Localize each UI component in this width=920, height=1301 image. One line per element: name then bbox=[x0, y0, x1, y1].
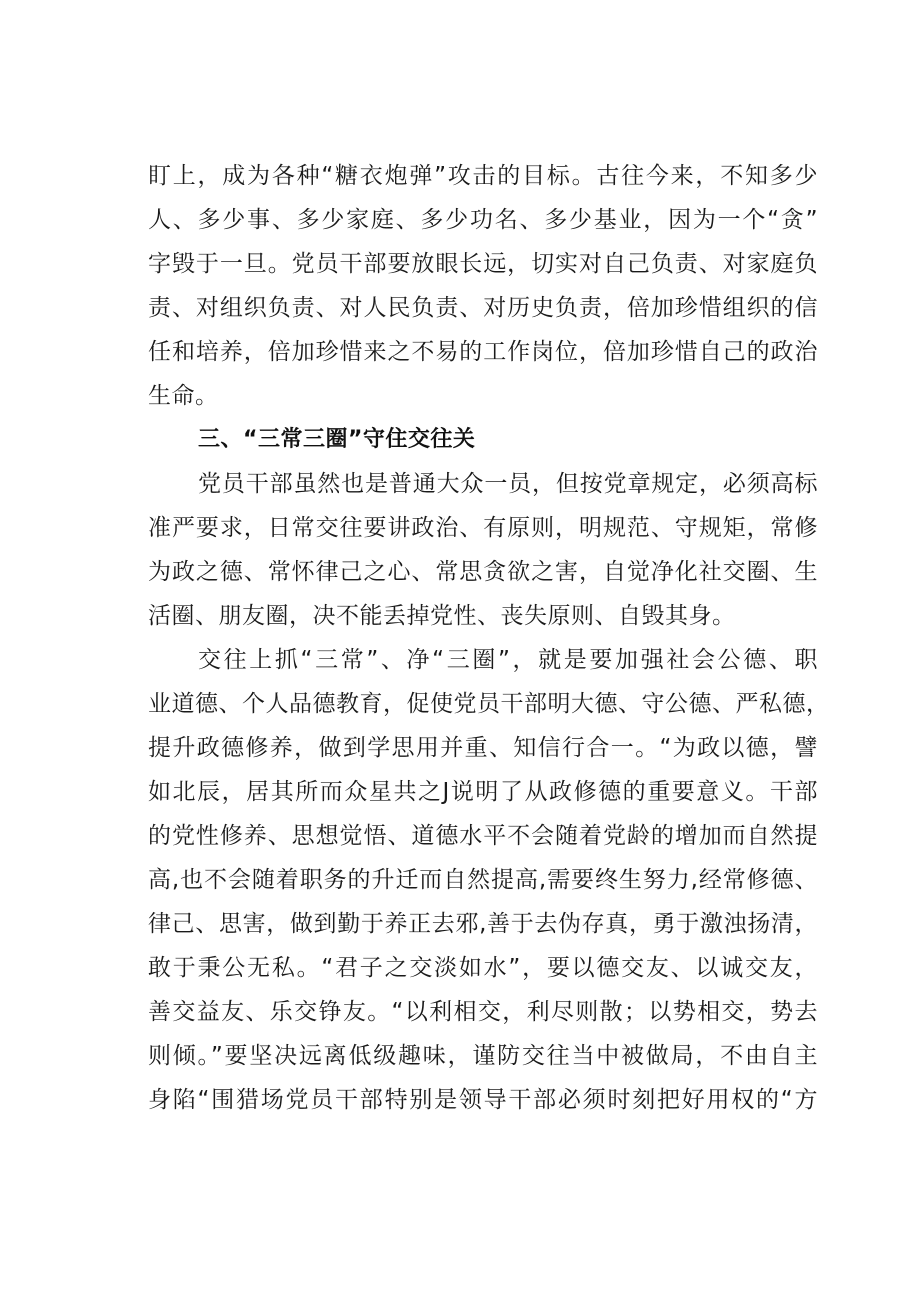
paragraph3-line-3: 提升政德修养，做到学思用并重、知信行合一。“为政以德，譬 bbox=[148, 735, 818, 761]
paragraph3-line-4: 如北辰，居其所而众星共之J说明了从政修德的重要意义。干部 bbox=[148, 779, 818, 805]
paragraph1-line-1: 盯上，成为各种“糖衣炮弹”攻击的目标。古往今来，不知多少 bbox=[148, 163, 818, 189]
section-heading: 三、“三常三圈”守住交往关 bbox=[198, 427, 476, 452]
paragraph2-line-1: 党员干部虽然也是普通大众一员，但按党章规定，必须高标 bbox=[198, 471, 818, 497]
paragraph3-line-6: 高,也不会随着职务的升迁而自然提高,需要终生努力,经常修德、 bbox=[148, 867, 818, 893]
paragraph1-line-6: 生命。 bbox=[148, 383, 219, 409]
paragraph1-line-3: 字毁于一旦。党员干部要放眼长远，切实对自己负责、对家庭负 bbox=[148, 251, 818, 277]
paragraph1-line-5: 任和培养，倍加珍惜来之不易的工作岗位，倍加珍惜自己的政治 bbox=[148, 339, 818, 365]
paragraph3-line-10: 则倾。”要坚决远离低级趣味，谨防交往当中被做局，不由自主 bbox=[148, 1043, 818, 1069]
paragraph3-line-8: 敢于秉公无私。“君子之交淡如水”，要以德交友、以诚交友， bbox=[148, 955, 818, 981]
paragraph3-line-9: 善交益友、乐交铮友。“以利相交，利尽则散；以势相交，势去 bbox=[148, 999, 818, 1025]
paragraph2-line-3: 为政之德、常怀律己之心、常思贪欲之害，自觉净化社交圈、生 bbox=[148, 559, 818, 585]
paragraph3-line-5: 的党性修养、思想觉悟、道德水平不会随着党龄的增加而自然提 bbox=[148, 823, 818, 849]
paragraph3-line-7: 律己、思害，做到勤于养正去邪,善于去伪存真，勇于激浊扬清， bbox=[148, 911, 818, 937]
paragraph2-line-2: 准严要求，日常交往要讲政治、有原则，明规范、守规矩，常修 bbox=[148, 515, 818, 541]
paragraph2-line-4: 活圈、朋友圈，决不能丢掉党性、丧失原则、自毁其身。 bbox=[148, 603, 736, 629]
paragraph3-line-2: 业道德、个人品德教育，促使党员干部明大德、守公德、严私德， bbox=[148, 691, 830, 717]
paragraph3-line-1: 交往上抓“三常”、净“三圈”，就是要加强社会公德、职 bbox=[198, 647, 818, 673]
paragraph3-line-11: 身陷“围猎场党员干部特别是领导干部必须时刻把好用权的“方 bbox=[148, 1087, 818, 1113]
paragraph1-line-2: 人、多少事、多少家庭、多少功名、多少基业，因为一个“贪” bbox=[148, 207, 818, 233]
paragraph1-line-4: 责、对组织负责、对人民负责、对历史负责，倍加珍惜组织的信 bbox=[148, 295, 818, 321]
